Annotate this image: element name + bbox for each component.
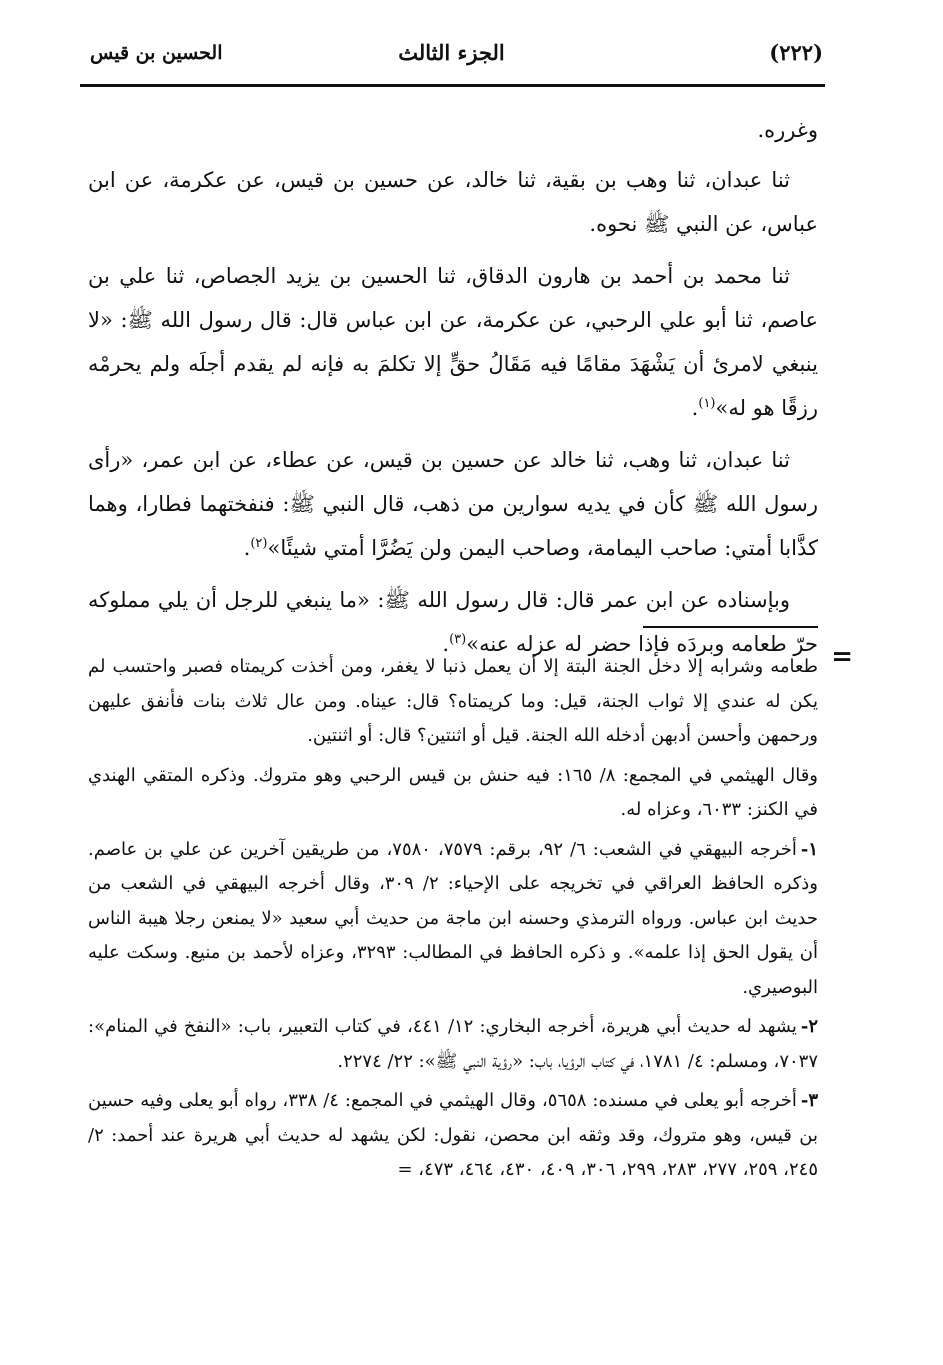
running-title: الحسين بن قيس	[90, 42, 223, 64]
volume-title: الجزء الثالث	[398, 40, 505, 65]
paragraph-text: ثنا عبدان، ثنا وهب، ثنا خالد عن حسين بن قيس، عن عطاء، عن ابن عمر، «رأى رسول الله ﷺ كأن في يديه سوارين من ذهب، قال النبي ﷺ: فنفختهما فطارا، وهما كذَّابا أمتي: صاحب اليمامة، وصاحب اليمن ولن يَضُرَّا أمتي شيئًا»	[88, 448, 818, 560]
paragraph-text: وبإسناده عن ابن عمر قال: قال رسول الله ﷺ: «ما ينبغي للرجل أن يلي مملوكه حرّ طعامه وبردَه فإذا حضر له عزله عنه»	[88, 588, 818, 656]
paragraph-end: .	[691, 396, 699, 420]
footnote-1	[88, 833, 818, 1006]
page-header	[80, 36, 823, 76]
footnote-ref: (٢)	[250, 536, 268, 551]
continuation-mark: =	[831, 642, 853, 672]
footnote-ref: (١)	[698, 396, 716, 411]
footnote-text: يشهد له حديث أبي هريرة، أخرجه البخاري: ١٢/ ٤٤١، في كتاب التعبير، باب: «النفخ في المنام»: ٧٠٣٧، ومسلم: ٤/ ١٧٨١، في كتاب الرؤيا، باب: «رؤية النبي ﷺ»: ٢٢/ ٢٢٧٤.	[88, 1016, 818, 1072]
paragraph	[88, 438, 818, 570]
footnote-text: أخرجه البيهقي في الشعب: ٦/ ٩٢، برقم: ٧٥٧٩، ٧٥٨٠، من طريقين آخرين عن علي بن عاصم. وذكره الحافظ العراقي في تخريجه على الإحياء: ٢/ ٣٠٩، وقال أخرجه البيهقي في الشعب من حديث ابن عباس. ورواه الترمذي وحسنه ابن ماجة من حديث أبي سعيد «لا يمنعن رجلا هيبة الناس أن يقول الحق إذا علمه». و ذكره الحافظ في المطالب: ٣٢٩٣، وعزاه لأحمد بن منيع. وسكت عليه البوصيري.	[88, 838, 818, 998]
footnote-number: ٢-	[800, 1016, 818, 1037]
footnote-2	[88, 1010, 818, 1079]
footnote-number: ٣-	[800, 1090, 818, 1111]
paragraph-end: .	[243, 536, 251, 560]
main-text	[88, 108, 818, 674]
footnotes	[88, 650, 818, 1193]
footnote-ref: (٣)	[449, 632, 467, 647]
paragraph-text: ثنا محمد بن أحمد بن هارون الدقاق، ثنا الحسين بن يزيد الجصاص، ثنا علي بن عاصم، ثنا أبو علي الرحبي، عن عكرمة، عن ابن عباس قال: قال رسول الله ﷺ: «لا ينبغي لامرئ أن يَشْهَدَ مقامًا فيه مَقَالُ حقٍّ إلا تكلمَ به فإنه لم يقدم أجلَه ولم يحرمْه رزقًا هو له»	[88, 264, 818, 420]
footnote-continuation: طعامه وشرابه إلا دخل الجنة البتة إلا أن يعمل ذنبا لا يغفر، ومن أخذت كريمتاه فصبر واحتسب لم يكن له عندي إلا ثواب الجنة، قيل: وما كريمتاه؟ قال: عيناه. ومن عال ثلاث بنات فأنفق عليهن ورحمهن وأحسن أدبهن أدخله الله الجنة. قيل أو اثنتين؟ قال: أو اثنتين.	[88, 656, 818, 746]
footnote-continuation: وقال الهيثمي في المجمع: ٨/ ١٦٥: فيه حنش بن قيس الرحبي وهو متروك. وذكره المتقي الهندي في الكنز: ٦٠٣٣، وعزاه له.	[88, 764, 818, 820]
paragraph	[88, 254, 818, 430]
footnote-separator	[643, 626, 818, 628]
footnote-text: أخرجه أبو يعلى في مسنده: ٥٦٥٨، وقال الهيثمي في المجمع: ٤/ ٣٣٨، رواه أبو يعلى وفيه حسين بن قيس، وهو متروك، وقد وثقه ابن محصن، نقول: لكن يشهد له حديث أبي هريرة عند أحمد: ٢/ ٢٤٥، ٢٥٩، ٢٧٧، ٢٨٣، ٢٩٩، ٣٠٦، ٤٠٩، ٤٣٠، ٤٦٤، ٤٧٣، =	[88, 1090, 818, 1180]
page-number: (٢٢٢)	[769, 40, 823, 65]
paragraph: ثنا عبدان، ثنا وهب بن بقية، ثنا خالد، عن حسين بن قيس، عن عكرمة، عن ابن عباس، عن النبي ﷺ نحوه.	[88, 168, 818, 236]
footnote-3	[88, 1084, 818, 1188]
paragraph-end: .	[442, 632, 450, 656]
paragraph: وغرره.	[757, 118, 818, 142]
header-rule	[80, 84, 825, 87]
footnote-number: ١-	[800, 838, 819, 860]
